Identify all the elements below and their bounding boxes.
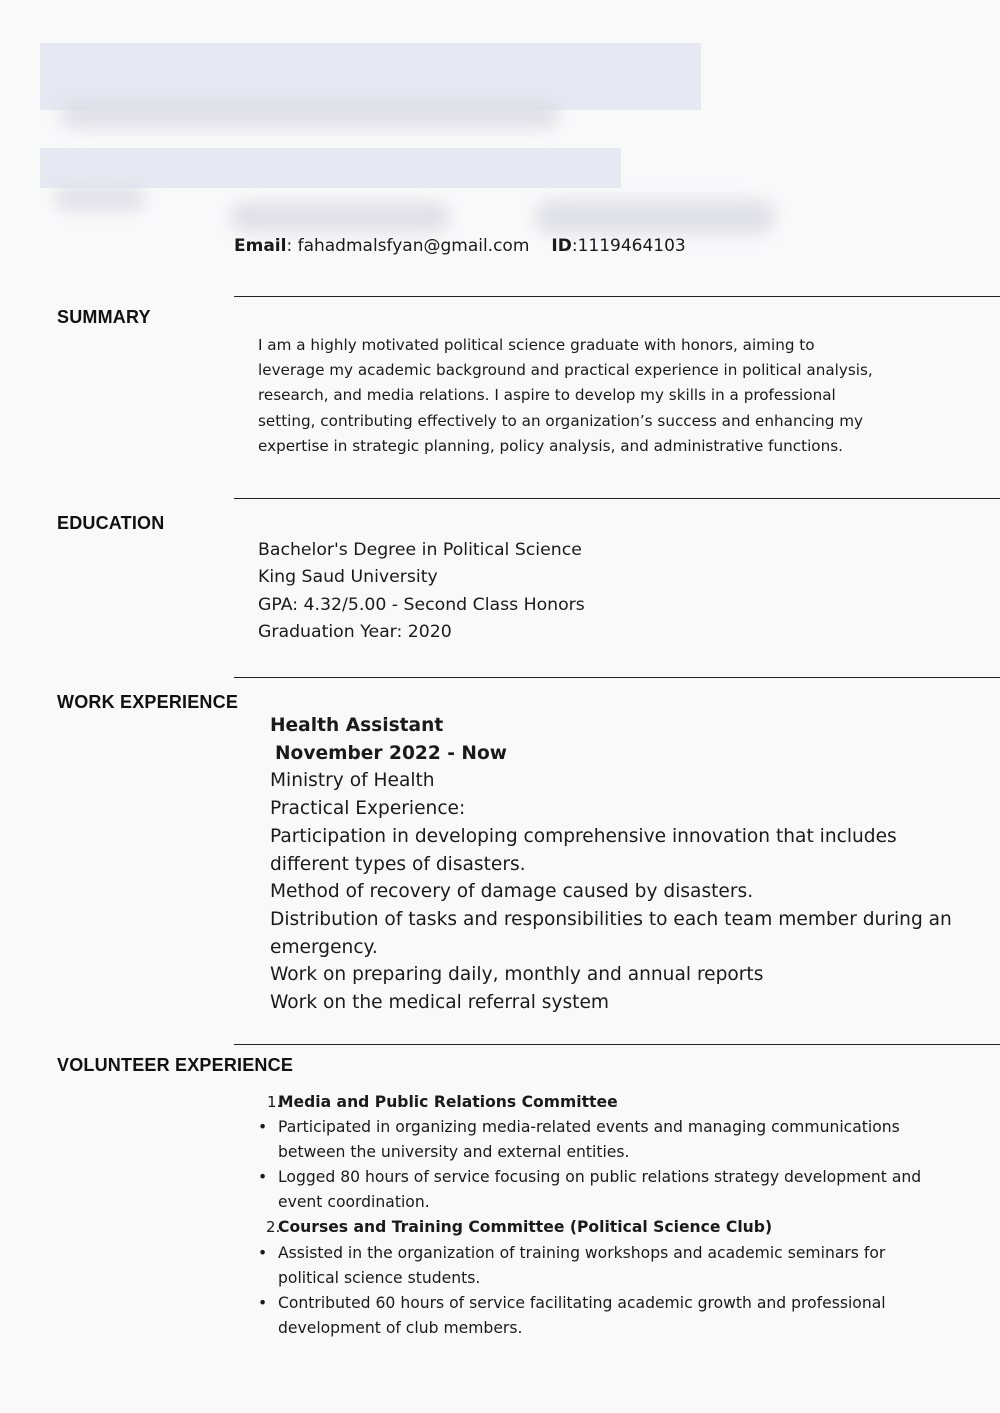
contact-line: [234, 236, 686, 256]
bullet-line: between the university and external entities.: [278, 1143, 630, 1162]
redacted-title-block: [40, 148, 621, 188]
work-block: [270, 712, 952, 1017]
job-line: Work on preparing daily, monthly and annual reports: [270, 964, 764, 986]
divider-volunteer: [234, 1044, 1000, 1045]
divider-summary: [234, 296, 1000, 297]
education-gpa: GPA: 4.32/5.00 - Second Class Honors: [258, 594, 585, 615]
summary-line: research, and media relations. I aspire to develop my skills in a professional: [258, 386, 836, 405]
email-value: : fahadmalsfyan@gmail.com: [286, 236, 530, 256]
bullet-line: Assisted in the organization of training workshops and academic seminars for: [278, 1243, 886, 1262]
job-line: different types of disasters.: [270, 853, 526, 875]
summary-line: expertise in strategic planning, policy analysis, and administrative functions.: [258, 436, 843, 455]
committee-title: Courses and Training Committee (Political Science Club): [278, 1218, 773, 1237]
job-title: Health Assistant: [270, 715, 444, 736]
email-label: Email: [234, 236, 287, 256]
job-organization: Ministry of Health: [270, 770, 435, 792]
summary-line: setting, contributing effectively to an organization’s success and enhancing my: [258, 411, 864, 430]
item-number: 2.: [266, 1218, 281, 1237]
education-degree: Bachelor's Degree in Political Science: [258, 540, 582, 560]
job-period: November 2022 - Now: [275, 742, 507, 764]
divider-education: [234, 498, 1000, 499]
job-line: Participation in developing comprehensive innovation that includes: [270, 825, 897, 847]
bullet-line: Logged 80 hours of service focusing on public relations strategy development and: [278, 1168, 922, 1187]
job-line: Method of recovery of damage caused by disasters.: [270, 881, 754, 903]
bullet-line: development of club members.: [278, 1318, 523, 1337]
section-heading-volunteer: VOLUNTEER EXPERIENCE: [57, 1055, 294, 1075]
redacted-contact-left: [55, 186, 145, 210]
divider-work: [234, 677, 1000, 678]
summary-line: leverage my academic background and practical experience in political analysis,: [258, 361, 873, 380]
education-university: King Saud University: [258, 567, 438, 588]
bullet-line: Participated in organizing media-related events and managing communications: [278, 1118, 900, 1137]
job-line: emergency.: [270, 936, 378, 958]
bullet-item: [258, 1115, 921, 1165]
volunteer-item-title: [258, 1090, 921, 1115]
job-line: Distribution of tasks and responsibilities to each team member during an: [270, 908, 952, 930]
job-line: Work on the medical referral system: [270, 992, 610, 1014]
summary-text: [258, 333, 898, 459]
education-year: Graduation Year: 2020: [258, 622, 452, 643]
bullet-item: [258, 1165, 921, 1215]
bullet-item: [258, 1291, 921, 1341]
bullet-line: political science students.: [278, 1268, 481, 1287]
id-label: ID: [551, 236, 572, 256]
bullet-line: Contributed 60 hours of service facilitating academic growth and professional: [278, 1293, 886, 1312]
bullet-icon: •: [258, 1243, 268, 1262]
bullet-line: event coordination.: [278, 1193, 430, 1212]
volunteer-item-title: [258, 1215, 921, 1240]
redacted-contact-mid: [230, 202, 450, 232]
education-block: [258, 537, 585, 647]
job-line: Practical Experience:: [270, 798, 466, 820]
volunteer-block: [258, 1090, 921, 1341]
bullet-icon: •: [258, 1118, 268, 1137]
committee-title: Media and Public Relations Committee: [278, 1093, 618, 1111]
bullet-icon: •: [258, 1168, 268, 1187]
id-value: :1119464103: [571, 236, 686, 256]
section-heading-education: EDUCATION: [57, 513, 165, 533]
bullet-icon: •: [258, 1293, 268, 1312]
section-heading-summary: SUMMARY: [57, 307, 151, 327]
summary-line: I am a highly motivated political science graduate with honors, aiming to: [258, 336, 815, 354]
redacted-shadow: [60, 100, 560, 128]
bullet-item: [258, 1241, 921, 1291]
section-heading-work: WORK EXPERIENCE: [57, 692, 239, 712]
item-number: 1.: [267, 1093, 282, 1111]
redacted-contact-right: [535, 200, 775, 234]
